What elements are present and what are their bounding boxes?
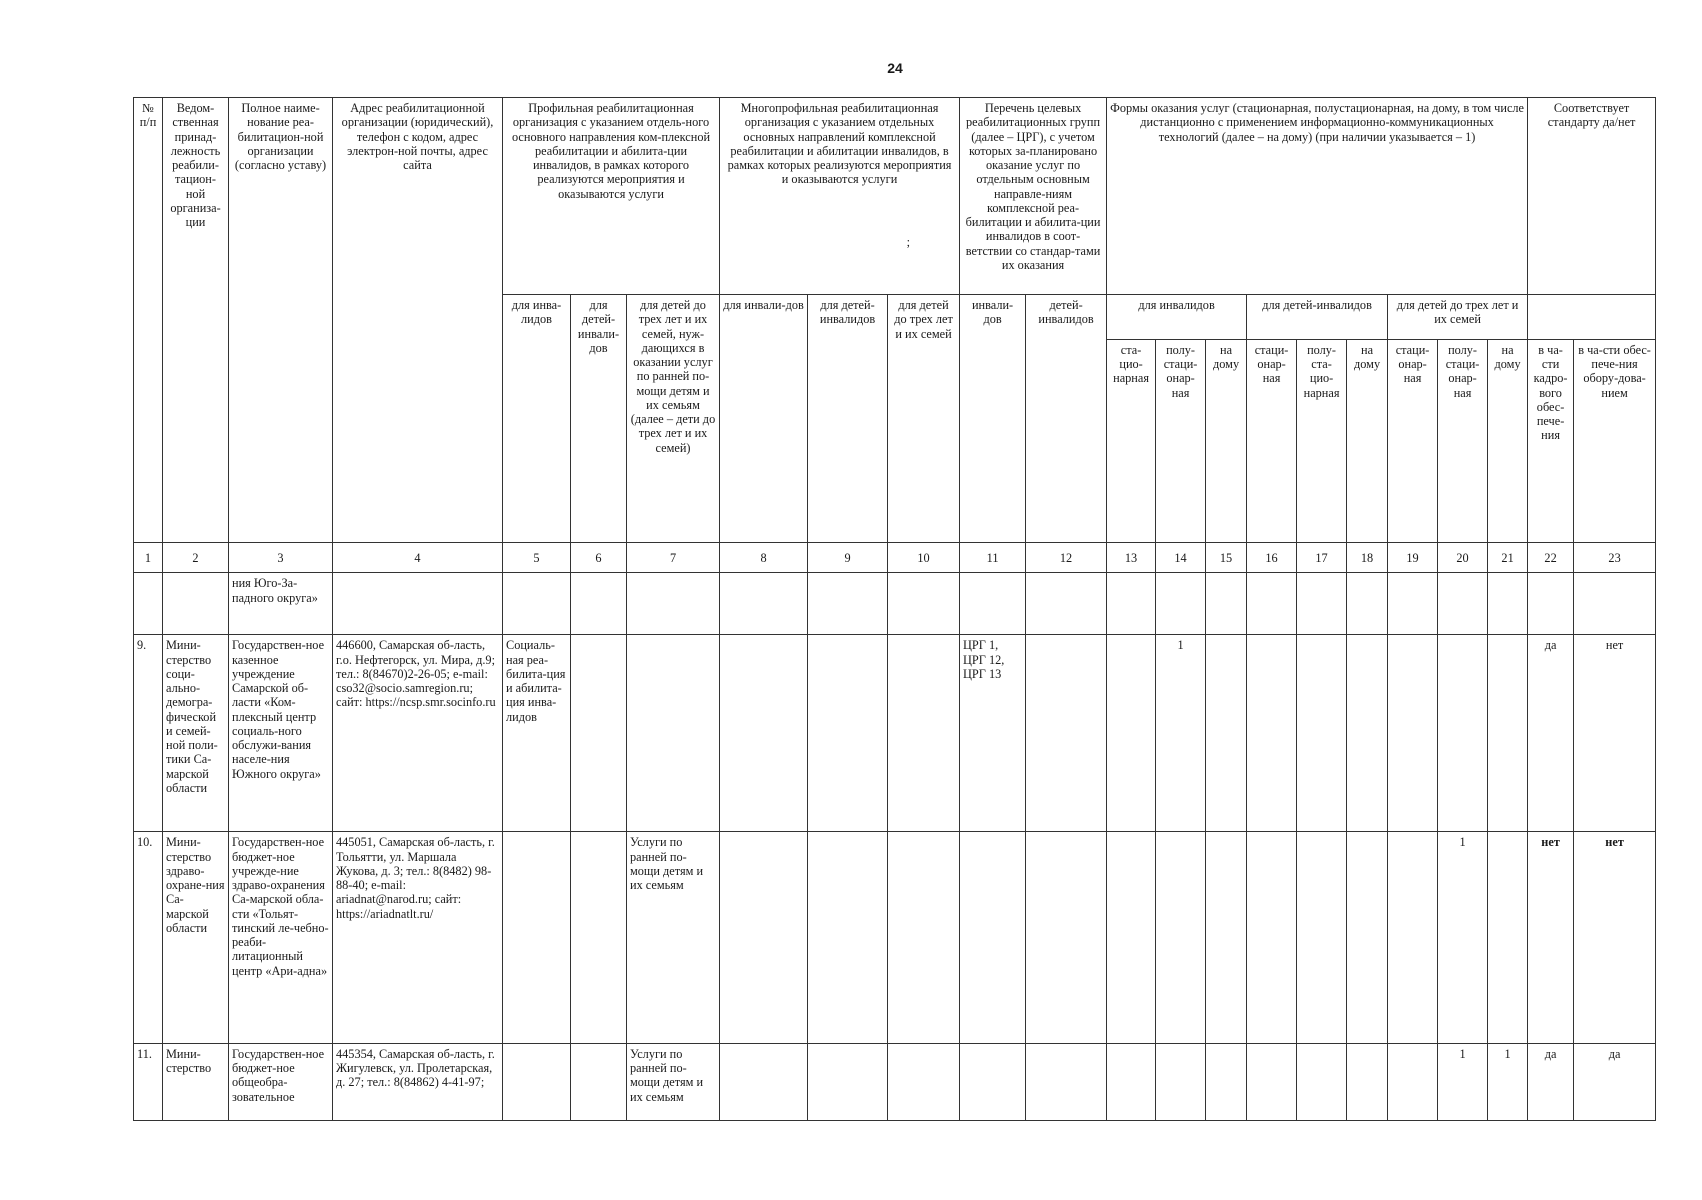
cell-standard-staff: да — [1528, 1043, 1574, 1120]
header-form-13: ста-цио-нарная — [1107, 339, 1156, 542]
cell-department: Мини-стерство — [163, 1043, 229, 1120]
column-number: 3 — [229, 542, 333, 572]
column-number: 14 — [1156, 542, 1206, 572]
column-number: 4 — [333, 542, 503, 572]
header-form-18: на дому — [1347, 339, 1388, 542]
cell-target-groups: ЦРГ 1, ЦРГ 12, ЦРГ 13 — [960, 635, 1026, 832]
header-row-main — [134, 98, 1656, 295]
column-number: 1 — [134, 542, 163, 572]
header-multi-disabled-children: для детей-инвалидов — [808, 295, 888, 543]
cell-address: 445354, Самарская об-ласть, г. Жигулевск, ул. Пролетарская, д. 27; тел.: 8(84862) 4-41-97; — [333, 1043, 503, 1120]
header-form-22: в ча-сти кадро-вого обес-пече-ния — [1528, 339, 1574, 542]
cell-profile-children-under-three: Услуги по ранней по-мощи детям и их семьям — [627, 1043, 720, 1120]
header-multiprofile-organization — [720, 98, 960, 295]
header-form-19: стаци-онар-ная — [1388, 339, 1438, 542]
header-form-15: на дому — [1206, 339, 1247, 542]
header-forms-disabled: для инвалидов — [1107, 295, 1247, 340]
header-profile-disabled: для инва-лидов — [503, 295, 571, 543]
cell-form-21: 1 — [1488, 1043, 1528, 1120]
column-number: 23 — [1574, 542, 1656, 572]
column-number: 11 — [960, 542, 1026, 572]
cell-organization-name: Государствен-ное казенное учреждение Самарской об-ласти «Ком-плексный центр социаль-ного обслужи-вания населе-ния Южного округа» — [229, 635, 333, 832]
header-multiprofile-mark: ; — [906, 234, 911, 249]
column-number: 21 — [1488, 542, 1528, 572]
table-row — [134, 573, 1656, 635]
column-number: 5 — [503, 542, 571, 572]
cell-number — [134, 573, 163, 635]
header-multiprofile-text: Многопрофильная реабилитационная организация с указанием отдельных основных направлений комплексной реабилитации и абилитации инвалидов, в рамках которых реализуются мероприятия и оказываются услуги — [727, 101, 952, 187]
header-multi-children-under-three: для детей до трех лет и их семей — [888, 295, 960, 543]
cell-address: 445051, Самарская об-ласть, г. Тольятти, ул. Маршала Жукова, д. 3; тел.: 8(8482) 98-88-40; e-mail: ariadnat@narod.ru; сайт: https://ariadnatlt.ru/ — [333, 832, 503, 1043]
column-number: 17 — [1297, 542, 1347, 572]
cell-organization-name: Государствен-ное бюджет-ное общеобра-зовательное — [229, 1043, 333, 1120]
header-form-23: в ча-сти обес-пече-ния обору-дова-нием — [1574, 339, 1656, 542]
header-forms-disabled-children: для детей-инвалидов — [1247, 295, 1388, 340]
cell-form-20: 1 — [1438, 1043, 1488, 1120]
header-forms-children-under-three: для детей до трех лет и их семей — [1388, 295, 1528, 340]
header-groups-disabled: инвали-дов — [960, 295, 1026, 543]
cell-standard-staff: да — [1528, 635, 1574, 832]
column-number: 13 — [1107, 542, 1156, 572]
cell-organization-name: Государствен-ное бюджет-ное учрежде-ние здраво-охранения Са-марской обла-сти «Тольят-тинский ле-чебно-реаби-литационный центр «Ари-адна» — [229, 832, 333, 1043]
header-multi-disabled: для инвали-дов — [720, 295, 808, 543]
header-form-21: на дому — [1488, 339, 1528, 542]
cell-number: 10. — [134, 832, 163, 1043]
page-number: 24 — [887, 60, 903, 76]
cell-department — [163, 573, 229, 635]
cell-number: 11. — [134, 1043, 163, 1120]
header-standard-blank — [1528, 295, 1656, 340]
cell-organization-name: ния Юго-За-падного округа» — [229, 573, 333, 635]
header-number: № п/п — [134, 98, 163, 543]
column-number: 6 — [571, 542, 627, 572]
header-target-groups: Перечень целевых реабилитационных групп (далее – ЦРГ), с учетом которых за-планировано оказание услуг по отдельным основным направле-ниям комплексной реа-билитации и абилита-ции инвалидов в соот-ветствии со стандар-тами их оказания — [960, 98, 1107, 295]
cell-number: 9. — [134, 635, 163, 832]
cell-profile-children-under-three: Услуги по ранней по-мощи детям и их семьям — [627, 832, 720, 1043]
cell-department: Мини-стерство здраво-охране-ния Са-марской области — [163, 832, 229, 1043]
table-row — [134, 635, 1656, 832]
column-number: 8 — [720, 542, 808, 572]
column-number: 22 — [1528, 542, 1574, 572]
header-service-forms: Формы оказания услуг (стационарная, полустационарная, на дому, в том числе дистанционно с применением информационно-коммуникационных технологий (далее – на дому) (при наличии указывается – 1) — [1107, 98, 1528, 295]
header-profile-children-under-three: для детей до трех лет и их семей, нуж-дающихся в оказании услуг по ранней по-мощи детям и их семьям (далее – дети до трех лет и их семей) — [627, 295, 720, 543]
header-groups-disabled-children: детей-инвалидов — [1026, 295, 1107, 543]
header-address: Адрес реабилитационной организации (юридический), телефон с кодом, адрес электрон-ной почты, адрес сайта — [333, 98, 503, 543]
column-number: 20 — [1438, 542, 1488, 572]
cell-profile-disabled: Социаль-ная реа-билита-ция и абилита-ция инва-лидов — [503, 635, 571, 832]
header-form-14: полу-стаци-онар-ная — [1156, 339, 1206, 542]
cell-address — [333, 573, 503, 635]
column-number: 2 — [163, 542, 229, 572]
column-number: 10 — [888, 542, 960, 572]
cell-department: Мини-стерство соци-ально-демогра-фической и семей-ной поли-тики Са-марской области — [163, 635, 229, 832]
header-form-20: полу-стаци-онар-ная — [1438, 339, 1488, 542]
cell-form-14: 1 — [1156, 635, 1206, 832]
header-department: Ведом-ственная принад-лежность реабили-тацион-ной организа-ции — [163, 98, 229, 543]
header-organization-name: Полное наиме-нование реа-билитацион-ной организации (согласно уставу) — [229, 98, 333, 543]
cell-standard-equipment: нет — [1574, 635, 1656, 832]
cell-standard-equipment: нет — [1574, 832, 1656, 1043]
cell-standard-equipment: да — [1574, 1043, 1656, 1120]
header-standard-compliance: Соответствует стандарту да/нет — [1528, 98, 1656, 295]
table-row — [134, 832, 1656, 1043]
column-number: 9 — [808, 542, 888, 572]
column-number: 19 — [1388, 542, 1438, 572]
column-number: 7 — [627, 542, 720, 572]
column-number: 12 — [1026, 542, 1107, 572]
column-number: 18 — [1347, 542, 1388, 572]
cell-form-20: 1 — [1438, 832, 1488, 1043]
header-form-16: стаци-онар-ная — [1247, 339, 1297, 542]
header-form-17: полу-ста-цио-нарная — [1297, 339, 1347, 542]
column-number: 16 — [1247, 542, 1297, 572]
cell-standard-staff: нет — [1528, 832, 1574, 1043]
header-profile-disabled-children: для детей-инвали-дов — [571, 295, 627, 543]
column-numbers-row — [134, 542, 1656, 572]
column-number: 15 — [1206, 542, 1247, 572]
rehabilitation-organizations-table — [133, 97, 1656, 1121]
header-profile-organization: Профильная реабилитационная организация с указанием отдель-ного основного направления ком-плексной реабилитации и абилита-ции инвалидов, в рамках которого реализуются мероприятия и оказываются услуги — [503, 98, 720, 295]
table-row — [134, 1043, 1656, 1120]
cell-address: 446600, Самарская об-ласть, г.о. Нефтегорск, ул. Мира, д.9; тел.: 8(84670)2-26-05; e-mail: cso32@socio.samregion.ru; сайт: https://ncsp.smr.socinfo.ru — [333, 635, 503, 832]
